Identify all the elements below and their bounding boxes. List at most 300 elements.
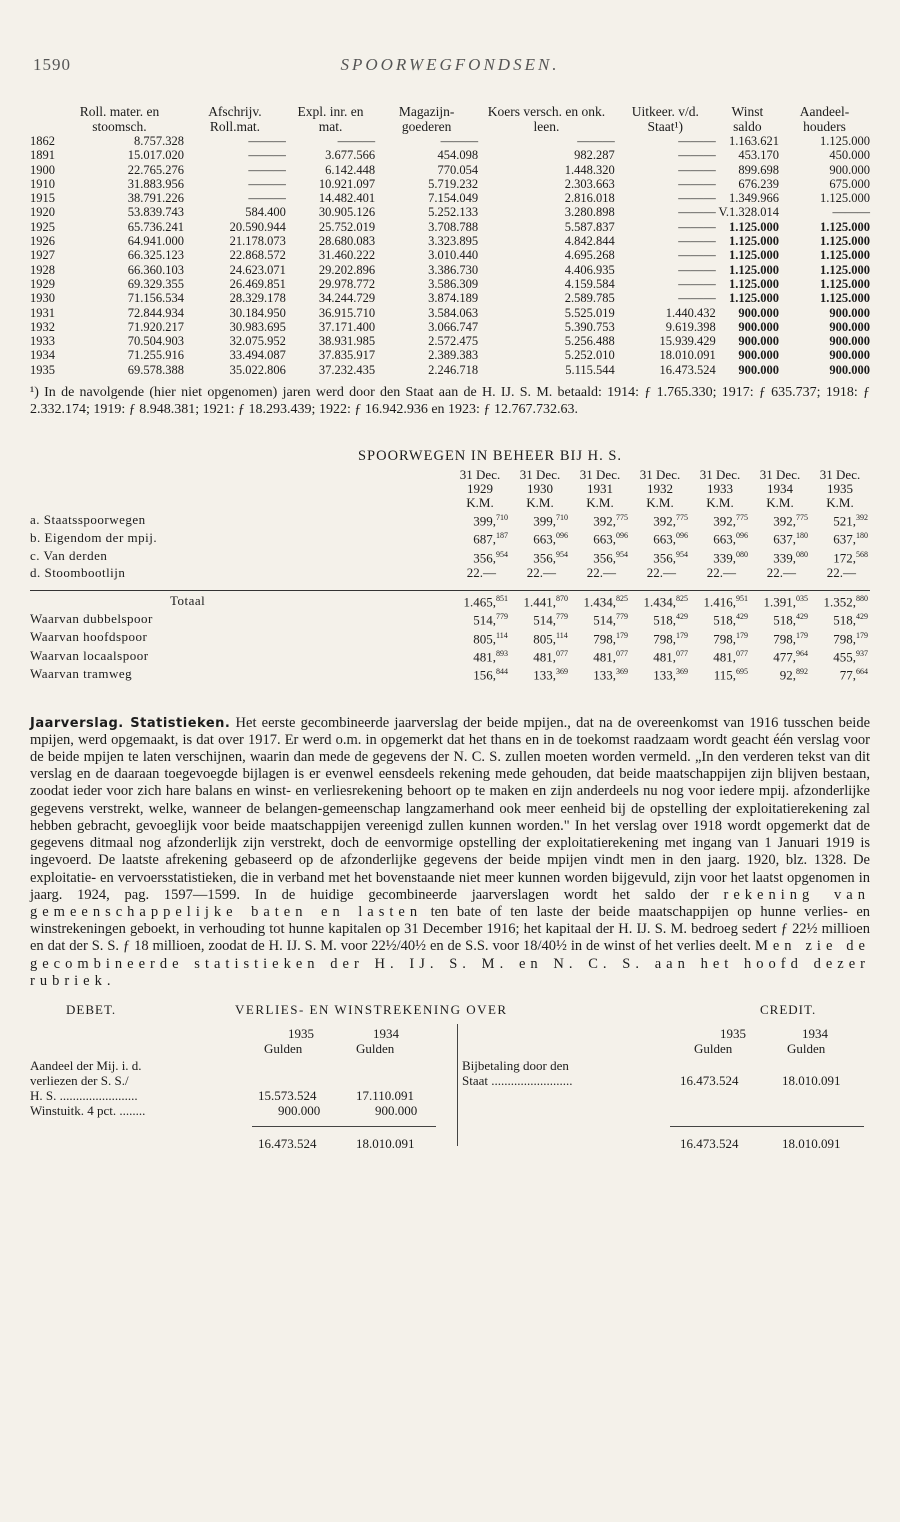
- value-decimals: 779: [616, 612, 628, 622]
- table-cell: [810, 591, 870, 610]
- row-label: Waarvan dubbelspoor: [30, 611, 153, 627]
- table-cell: 676.239: [738, 176, 780, 191]
- table-cell: 1.125.000: [729, 219, 780, 234]
- row-label: c. Van derden: [30, 548, 108, 564]
- account-divider: [457, 1024, 458, 1146]
- value-decimals: 779: [556, 612, 568, 622]
- table-cell: 5.719.232: [428, 176, 479, 191]
- page-number: 1590: [33, 55, 71, 74]
- right-year-1935: 1935: [720, 1025, 746, 1041]
- table-cell: 1.125.000: [820, 291, 870, 306]
- table-cell: 2.589.785: [564, 291, 615, 306]
- value-decimals: 775: [796, 513, 808, 523]
- column-header: K.M.: [466, 495, 494, 511]
- table-cell: 675.000: [829, 176, 870, 191]
- value-decimals: 077: [676, 649, 688, 659]
- value-main: 156,: [473, 667, 496, 683]
- label-column-header: [30, 482, 450, 496]
- row-year: 1862: [30, 134, 55, 148]
- table-cell: [750, 664, 810, 682]
- row-year: 1935: [30, 362, 55, 377]
- table-cell: [510, 609, 570, 627]
- value-main: 22.—: [586, 565, 616, 581]
- row-label: Waarvan tramweg: [30, 666, 133, 681]
- column-header: Winst saldo: [731, 104, 764, 134]
- table-cell: 4.406.935: [564, 262, 615, 277]
- report-spaced-1: rekening van gemeenschappelijke baten en lasten: [30, 886, 870, 920]
- table-cell: 3.280.898: [564, 205, 615, 220]
- right-total-1934: 18.010.091: [782, 1135, 841, 1151]
- table-cell: [510, 510, 570, 528]
- table-cell: 65.736.241: [127, 219, 184, 234]
- value-decimals: 096: [556, 531, 568, 541]
- table-cell: [750, 565, 810, 580]
- value-decimals: 392: [856, 513, 868, 523]
- table-cell: [510, 591, 570, 610]
- table-cell: ———: [248, 134, 286, 148]
- table-row: [30, 348, 870, 362]
- table-cell: 24.623.071: [229, 262, 286, 277]
- table-cell: 900.000: [829, 362, 870, 377]
- value-decimals: 870: [556, 594, 568, 604]
- table-cell: 34.244.729: [318, 291, 376, 306]
- right-row-1-1935: 16.473.524: [680, 1072, 739, 1088]
- column-header: Magazijn- goederen: [398, 104, 455, 134]
- value-main: 481,: [473, 649, 496, 665]
- table-cell: [450, 628, 510, 646]
- table-cell: 71.156.534: [127, 291, 184, 306]
- value-decimals: 775: [676, 513, 688, 523]
- table-row: [30, 163, 870, 177]
- table-cell: 450.000: [829, 148, 870, 163]
- table-cell: 3.066.747: [428, 319, 479, 334]
- value-main: 392,: [713, 513, 736, 529]
- column-header: 31 Dec.: [699, 467, 741, 483]
- value-main: 22.—: [766, 565, 796, 581]
- right-unit-1935: Gulden: [694, 1040, 733, 1056]
- value-decimals: 951: [736, 594, 748, 604]
- table-cell: 3.586.309: [428, 276, 479, 291]
- table-row: [30, 234, 870, 248]
- row-year: 1910: [30, 176, 55, 191]
- report-para-1: Het eerste gecombineerde jaarverslag der beide mpijen., dat na de overeenkomst van 1916 tusschen beide mpijen, werd opgemaakt, is dat over 1917. Er werd o.m. in opgemerkt dat het thans en in de toekomst raadzaam wordt geacht één verslag voor de beide mpijen te laten verschijnen, waarin dan mede de gegevens der N. C. S. zullen moeten worden vermeld. „In den verderen tekst van dit verslag en de daaraan toegevoegde bijlagen is er evenwel eensdeels rekening mede gehouden, dat beide maatschappijen zijn blijven bestaan, zoodat ieder voor zich hare balans en winst- en verliesrekening behoort op te maken en zijn anderdeels nu nog voor iedere mpij. afzonderlijke gegevens verstrekt, welke, wanneer de belangen-gemeenschap langzamerhand ook meer eenheid bij de opstelling der exploitatierekening zal hebben gebracht, gevoeglijk voor beide maatschappijen vereenigd zullen kunnen worden." In het verslag over 1918 wordt opgemerkt dat de gegevens ditmaal nog afzonderlijk zijn verstrekt, doch de eenvormige opstelling der exploitatierekening met ingang van 1 Januari 1919 is ingevoerd. De laatste afrekening gebaseerd op de afzonderlijke gegevens der beide mpijen vindt men in den jaarg. 1920, blz. 1328. De exploitatie- en vervoersstatistieken, die in verband met het bovenstaande niet meer kunnen worden bijgevuld, zijn voor het laatst opgenomen in jaarg. 1924, pag. 1597—1599. In de huidige gecombineerde jaarverslagen wordt het saldo der: [30, 714, 871, 903]
- value-main: 798,: [773, 631, 796, 647]
- table-cell: [570, 565, 630, 580]
- table-cell: 21.178.073: [229, 234, 286, 249]
- row-year: 1928: [30, 262, 55, 277]
- table-cell: 1.125.000: [729, 248, 780, 263]
- value-decimals: 664: [856, 667, 868, 677]
- left-row-1-label-2: verliezen der S. S./: [30, 1072, 129, 1088]
- rail-network-header: [30, 468, 870, 510]
- row-year: 1932: [30, 319, 55, 334]
- value-decimals: 180: [796, 531, 808, 541]
- row-label: Totaal: [30, 591, 450, 610]
- value-decimals: 035: [796, 594, 808, 604]
- value-main: 399,: [533, 513, 556, 529]
- table-cell: [510, 528, 570, 546]
- table-cell: 30.184.950: [229, 305, 286, 320]
- table-cell: 31.883.956: [127, 176, 184, 191]
- value-decimals: 695: [736, 667, 748, 677]
- table-cell: 71.255.916: [127, 348, 184, 363]
- row-year: 1925: [30, 219, 55, 234]
- left-row-1-1935: 15.573.524: [258, 1087, 317, 1103]
- value-main: 133,: [653, 667, 676, 683]
- table-cell: ———: [248, 148, 286, 163]
- column-header: Afschrijv. Roll.mat.: [208, 104, 262, 134]
- table-row: [30, 591, 870, 610]
- table-cell: 30.983.695: [229, 319, 286, 334]
- table-cell: 1.163.621: [729, 134, 780, 148]
- table-cell: [810, 628, 870, 646]
- table-cell: ———: [248, 176, 286, 191]
- value-main: 663,: [653, 531, 676, 547]
- value-decimals: 179: [736, 630, 748, 640]
- value-main: 22.—: [826, 565, 856, 581]
- table-cell: 1.125.000: [729, 262, 780, 277]
- table-cell: 982.287: [574, 148, 615, 163]
- table-cell: [810, 510, 870, 528]
- table-cell: 33.494.087: [229, 348, 286, 363]
- table-cell: 900.000: [829, 162, 870, 177]
- table-cell: 53.839.743: [127, 205, 184, 220]
- table-cell: ———: [678, 134, 716, 148]
- value-decimals: 775: [736, 513, 748, 523]
- column-header: 31 Dec.: [759, 467, 801, 483]
- value-decimals: 893: [496, 649, 508, 659]
- table-cell: V.1.328.014: [718, 205, 780, 220]
- table-cell: 4.695.268: [564, 248, 615, 263]
- value-main: 805,: [473, 631, 496, 647]
- table-cell: 3.010.440: [428, 248, 479, 263]
- table-cell: 1.125.000: [820, 134, 870, 148]
- table-cell: ———: [577, 134, 615, 148]
- value-decimals: 080: [736, 549, 748, 559]
- table-cell: 14.482.401: [318, 191, 376, 206]
- row-label: b. Eigendom der mpij.: [30, 530, 158, 546]
- column-header: K.M.: [586, 495, 614, 511]
- table-cell: 1.125.000: [820, 248, 870, 263]
- annual-report-text: [30, 715, 870, 990]
- table-cell: 5.252.010: [564, 348, 615, 363]
- table-cell: 6.142.448: [325, 162, 376, 177]
- value-main: 481,: [533, 649, 556, 665]
- right-year-1934: 1934: [802, 1025, 828, 1041]
- table-cell: [450, 565, 510, 580]
- table-cell: 5.256.488: [564, 334, 615, 349]
- table-cell: 900.000: [738, 305, 780, 320]
- table-row: [30, 177, 870, 191]
- left-row-1-1934: 17.110.091: [356, 1087, 415, 1103]
- value-decimals: 179: [676, 630, 688, 640]
- table-cell: 2.572.475: [428, 334, 479, 349]
- table-cell: ———: [678, 291, 716, 306]
- value-main: 518,: [713, 612, 736, 628]
- right-unit-1934: Gulden: [787, 1040, 826, 1056]
- table-cell: [450, 510, 510, 528]
- column-header: K.M.: [706, 495, 734, 511]
- value-decimals: 710: [556, 513, 568, 523]
- table-cell: 37.232.435: [318, 362, 376, 377]
- value-main: 1.391,: [763, 594, 796, 610]
- value-main: 1.352,: [823, 594, 856, 610]
- left-row-2-1935: 900.000: [278, 1102, 321, 1118]
- table-cell: 1.125.000: [820, 262, 870, 277]
- table-cell: 37.835.917: [318, 348, 376, 363]
- table-row: [30, 205, 870, 219]
- table-cell: 900.000: [829, 319, 870, 334]
- value-main: 637,: [833, 531, 856, 547]
- value-decimals: 429: [796, 612, 808, 622]
- value-main: 392,: [773, 513, 796, 529]
- column-header: 1934: [767, 481, 793, 497]
- table-cell: 8.757.328: [133, 134, 184, 148]
- value-main: 805,: [533, 631, 556, 647]
- value-decimals: 779: [496, 612, 508, 622]
- value-main: 392,: [593, 513, 616, 529]
- table-cell: 584.400: [245, 205, 286, 220]
- value-main: 663,: [533, 531, 556, 547]
- table-cell: ———: [248, 162, 286, 177]
- table-cell: 5.115.544: [565, 362, 615, 377]
- table-cell: 37.171.400: [318, 319, 376, 334]
- table-cell: 2.389.383: [428, 348, 479, 363]
- value-main: 514,: [533, 612, 556, 628]
- table-cell: ———: [678, 148, 716, 163]
- table-cell: [570, 628, 630, 646]
- table-cell: 22.868.572: [229, 248, 286, 263]
- table-cell: 38.931.985: [318, 334, 376, 349]
- table-cell: [570, 664, 630, 682]
- row-label: d. Stoombootlijn: [30, 565, 126, 581]
- table-cell: 1.349.966: [729, 191, 780, 206]
- row-year: 1891: [30, 148, 55, 163]
- table-cell: 66.360.103: [127, 262, 184, 277]
- value-decimals: 825: [616, 594, 628, 604]
- left-unit-1934: Gulden: [356, 1040, 395, 1056]
- value-decimals: 080: [796, 549, 808, 559]
- column-header: Aandeel- houders: [799, 104, 850, 134]
- table-cell: 3.386.730: [428, 262, 479, 277]
- table-cell: 2.816.018: [564, 191, 615, 206]
- table-row: [30, 291, 870, 305]
- table-cell: 5.587.837: [564, 219, 615, 234]
- table-cell: [690, 628, 750, 646]
- table-cell: 899.698: [738, 162, 780, 177]
- table-cell: [450, 646, 510, 664]
- table-row: [30, 510, 870, 528]
- table-row: [30, 320, 870, 334]
- table-row: [30, 363, 870, 377]
- value-decimals: 954: [556, 549, 568, 559]
- debet-label: DEBET.: [66, 1001, 117, 1017]
- table-cell: [450, 547, 510, 565]
- table-cell: ———: [678, 205, 716, 220]
- column-header: 31 Dec.: [459, 467, 501, 483]
- left-row-2-label: Winstuitk. 4 pct. ........: [30, 1102, 146, 1118]
- value-main: 518,: [653, 612, 676, 628]
- value-main: 798,: [833, 631, 856, 647]
- value-main: 133,: [533, 667, 556, 683]
- right-row-1-label-1: Bijbetaling door den: [462, 1057, 569, 1073]
- history-table-header: [30, 105, 870, 134]
- value-decimals: 429: [736, 612, 748, 622]
- table-cell: 30.905.126: [318, 205, 376, 220]
- table-row: [30, 565, 870, 580]
- table-cell: 29.202.896: [318, 262, 376, 277]
- account-title: VERLIES- EN WINSTREKENING OVER: [235, 1001, 508, 1017]
- value-decimals: 429: [856, 612, 868, 622]
- table-cell: 1.448.320: [564, 162, 615, 177]
- value-decimals: 954: [676, 549, 688, 559]
- table-cell: [750, 510, 810, 528]
- row-year: 1915: [30, 191, 55, 206]
- table-cell: 5.525.019: [564, 305, 615, 320]
- table-cell: 3.584.063: [428, 305, 479, 320]
- table-row: [30, 547, 870, 565]
- value-decimals: 710: [496, 513, 508, 523]
- table-cell: [750, 628, 810, 646]
- value-main: 115,: [713, 667, 736, 683]
- value-main: 514,: [473, 612, 496, 628]
- header-row: [30, 468, 870, 482]
- table-cell: [570, 510, 630, 528]
- table-cell: [750, 591, 810, 610]
- value-decimals: 180: [856, 531, 868, 541]
- left-total-rule: [252, 1126, 436, 1127]
- label-column-header: [30, 496, 450, 510]
- value-main: 92,: [779, 667, 796, 683]
- value-main: 663,: [593, 531, 616, 547]
- table-cell: ———: [678, 276, 716, 291]
- table-cell: 35.022.806: [229, 362, 286, 377]
- column-header: Expl. inr. en mat.: [297, 104, 364, 134]
- table-cell: 2.303.663: [564, 176, 615, 191]
- value-decimals: 114: [496, 630, 508, 640]
- table-cell: 900.000: [829, 305, 870, 320]
- column-header: 31 Dec.: [519, 467, 561, 483]
- table-cell: 4.159.584: [564, 276, 615, 291]
- table-cell: [510, 628, 570, 646]
- table-cell: 7.154.049: [428, 191, 479, 206]
- value-main: 356,: [653, 550, 676, 566]
- table-cell: 16.473.524: [659, 362, 716, 377]
- column-header: K.M.: [766, 495, 794, 511]
- table-cell: 70.504.903: [127, 334, 184, 349]
- table-row: [30, 148, 870, 162]
- table-cell: [750, 528, 810, 546]
- value-decimals: 096: [616, 531, 628, 541]
- value-main: 356,: [533, 550, 556, 566]
- table-cell: [450, 609, 510, 627]
- header-row: [30, 496, 870, 510]
- spacer-cell: [30, 580, 870, 591]
- table-cell: [810, 646, 870, 664]
- table-cell: ———: [678, 176, 716, 191]
- table-cell: [690, 510, 750, 528]
- table-cell: [630, 547, 690, 565]
- table-cell: 453.170: [738, 148, 780, 163]
- table-row: [30, 248, 870, 262]
- row-year: 1934: [30, 348, 55, 363]
- right-row-1-1934: 18.010.091: [782, 1072, 841, 1088]
- value-decimals: 114: [556, 630, 568, 640]
- value-main: 481,: [653, 649, 676, 665]
- table-cell: 31.460.222: [318, 248, 376, 263]
- table-cell: 18.010.091: [659, 348, 716, 363]
- table-cell: [630, 609, 690, 627]
- label-column-header: [30, 468, 450, 482]
- value-main: 481,: [713, 649, 736, 665]
- value-main: 1.465,: [463, 594, 496, 610]
- table-cell: ———: [248, 191, 286, 206]
- table-cell: 3.874.189: [428, 291, 479, 306]
- document-page: [30, 55, 870, 1172]
- table-cell: [810, 664, 870, 682]
- table-cell: 1.125.000: [820, 276, 870, 291]
- column-header: Roll. mater. en stoomsch.: [79, 104, 160, 134]
- table-cell: [630, 628, 690, 646]
- table-cell: 900.000: [829, 334, 870, 349]
- left-year-1934: 1934: [373, 1025, 399, 1041]
- table-cell: 36.915.710: [318, 305, 376, 320]
- table-row: [30, 334, 870, 348]
- history-table: [30, 105, 870, 377]
- table-cell: 1.125.000: [820, 191, 870, 206]
- value-decimals: 880: [856, 594, 868, 604]
- row-year: 1920: [30, 205, 55, 220]
- table-cell: 900.000: [738, 334, 780, 349]
- table-cell: ———: [678, 262, 716, 277]
- value-decimals: 077: [616, 649, 628, 659]
- row-year: 1929: [30, 276, 55, 291]
- row-label: Waarvan hoofdspoor: [30, 629, 148, 645]
- value-decimals: 775: [616, 513, 628, 523]
- table-row: [30, 220, 870, 234]
- left-row-2-1934: 900.000: [375, 1102, 418, 1118]
- row-year: 1927: [30, 248, 55, 263]
- table-cell: [810, 565, 870, 580]
- table-cell: 1.125.000: [820, 234, 870, 249]
- table-cell: [510, 547, 570, 565]
- table-cell: 1.125.000: [729, 276, 780, 291]
- column-header: K.M.: [646, 495, 674, 511]
- rail-network-table: [30, 468, 870, 683]
- header-row: [30, 482, 870, 496]
- table-cell: [450, 664, 510, 682]
- column-header: 1935: [827, 481, 853, 497]
- table-cell: 9.619.398: [665, 319, 716, 334]
- value-decimals: 851: [496, 594, 508, 604]
- table-cell: [570, 547, 630, 565]
- table-cell: 5.252.133: [428, 205, 479, 220]
- value-main: 77,: [839, 667, 856, 683]
- report-heading: Jaarverslag. Statistieken.: [30, 715, 231, 731]
- table-cell: [690, 609, 750, 627]
- table-cell: 2.246.718: [428, 362, 479, 377]
- table-cell: 3.677.566: [325, 148, 376, 163]
- value-decimals: 844: [496, 667, 508, 677]
- table-cell: 26.469.851: [229, 276, 286, 291]
- left-year-1935: 1935: [288, 1025, 314, 1041]
- table-cell: 64.941.000: [127, 234, 184, 249]
- value-main: 518,: [773, 612, 796, 628]
- value-decimals: 892: [796, 667, 808, 677]
- table-cell: ———: [678, 248, 716, 263]
- column-header: 1933: [707, 481, 733, 497]
- table-row: [30, 528, 870, 546]
